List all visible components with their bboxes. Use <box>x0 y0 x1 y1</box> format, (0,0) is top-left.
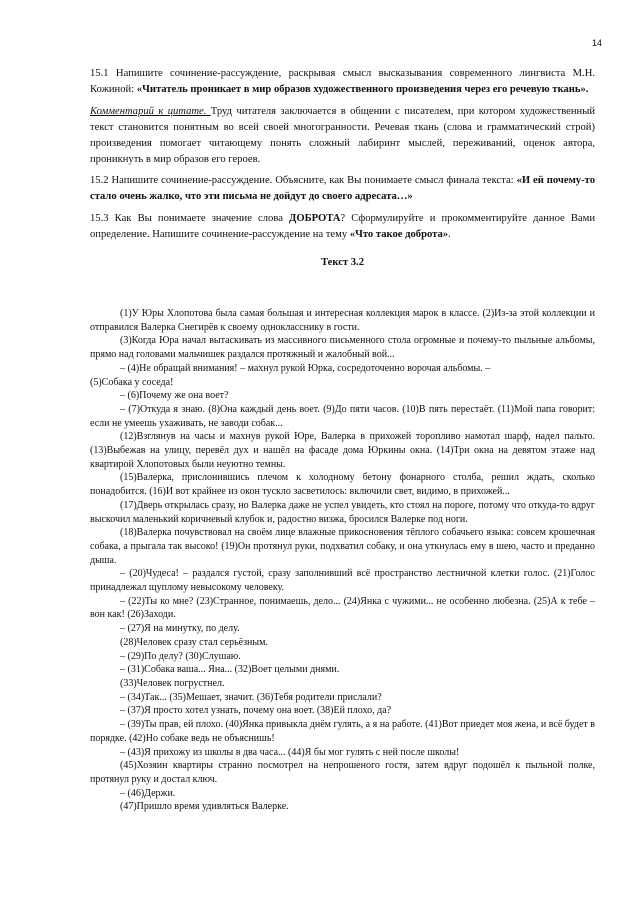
story-paragraph: (17)Дверь открылась сразу, но Валерка даже не успел увидеть, кто стоял на пороге, потому что откуда-то вдруг выскочил маленький коричневый клубок и, радостно визжа, бросился Валерке под ноги. <box>90 499 595 525</box>
story-paragraph: (12)Взглянув на часы и махнув рукой Юре, Валерка в прихожей торопливо намотал шарф, надел пальто. (13)Выбежав на улицу, перевёл дух и нашёл на фасаде дома Юркины окна. (14)Три окна на девятом этаже над квартирой Хлопотовых были неуютно темны. <box>90 431 595 470</box>
story-paragraph: (33)Человек погрустнел. <box>120 677 225 689</box>
story-paragraph: – (46)Держи. <box>120 787 176 799</box>
task-15-1-quote: «Читатель проникает в мир образов художественного произведения через его речевую ткань». <box>136 84 589 95</box>
story-paragraph: – (22)Ты ко мне? (23)Странное, понимаешь, дело... (24)Янка с чужими... не особенно любезна. (25)А к тебе – вон как! (26)Заходи. <box>90 595 595 621</box>
comment-text: Труд читателя заключается в общении с писателем, при котором художественный текст становится понятным во всей своей многогранности. Речевая ткань (слова и грамматический строй) произведения помогает читающему понять сложный лабиринт мыслей, переживаний, оценок автора, проникнуть в мир образов его героев. <box>90 106 596 165</box>
story-paragraph: – (39)Ты прав, ей плохо. (40)Янка привыкла днём гулять, а я на работе. (41)Вот приедет моя жена, и всё будет в порядке. (42)Но собаке ведь не объяснишь! <box>90 719 595 744</box>
quote-comment <box>90 104 595 168</box>
story-paragraph: (3)Когда Юра начал вытаскивать из массивного письменного стола огромные и почему-то пыльные альбомы, прямо над головами мальчишек раздался протяжный и жалобный вой... <box>90 335 595 361</box>
story-paragraph: – (31)Собака ваша... Яна... (32)Воет целыми днями. <box>120 664 340 676</box>
task-15-2-intro: 15.2 Напишите сочинение-рассуждение. Объясните, как Вы понимаете смысл финала текста: <box>90 175 517 186</box>
story-paragraph: – (4)Не обращай внимания! – махнул рукой Юрка, сосредоточенно ворочая альбомы. – <box>120 362 491 374</box>
task-15-3-part-b: ? Сформулируйте и прокомментируйте данное Вами определение. Напишите сочинение-рассуждение на тему <box>90 213 595 240</box>
story-paragraph: (47)Пришло время удивляться Валерке. <box>120 801 289 813</box>
story-paragraph: (45)Хозяин квартиры странно посмотрел на непрошеного гостя, затем вдруг подошёл к пыльной полке, протянул руку и достал ключ. <box>90 760 595 785</box>
task-15-1-intro: 15.1 Напишите сочинение-рассуждение, раскрывая смысл высказывания современного лингвиста М.Н. Кожиной: <box>90 68 595 95</box>
task-15-3 <box>90 211 595 243</box>
story-text <box>90 307 595 814</box>
story-paragraph: (18)Валерка почувствовал на своём лице влажные прикосновения тёплого собачьего языка: совсем крошечная собака, а прыгала так высоко! (19)Он протянул руки, подхватил собаку, и она уткнулась ему в шею, часто и преданно дыша. <box>90 527 595 566</box>
story-paragraph: – (20)Чудеса! – раздался густой, сразу заполнивший всё пространство лестничной клетки голос. (21)Голос принадлежал щуплому невысокому человеку. <box>90 568 595 594</box>
story-paragraph: (28)Человек сразу стал серьёзным. <box>120 636 268 648</box>
story-paragraph: – (37)Я просто хотел узнать, почему она воет. (38)Ей плохо, да? <box>120 705 392 717</box>
story-paragraph: (5)Собака у соседа! <box>90 376 174 388</box>
comment-label: Комментарий к цитате. <box>90 106 211 117</box>
task-15-1 <box>90 66 595 98</box>
story-paragraph: – (6)Почему же она воет? <box>120 390 229 402</box>
task-15-3-part-a: 15.3 Как Вы понимаете значение слова <box>90 213 290 224</box>
story-paragraph: (15)Валерка, прислонившись плечом к холодному бетону фонарного столба, решил ждать, сколько понадобится. (16)И вот крайнее из окон тускло засветилось: включили свет, видимо, в прихожей... <box>90 472 595 498</box>
task-15-2-quote: «И ей почему-то стало очень жалко, что эти письма не дойдут до своего адресата…» <box>90 175 595 202</box>
tasks-section <box>90 66 595 281</box>
story-paragraph: (1)У Юры Хлопотова была самая большая и интересная коллекция марок в классе. (2)Из-за этой коллекции и отправился Валерка Снегирёв к своему однокласснику в гости. <box>90 308 595 333</box>
task-15-3-end: . <box>448 229 451 240</box>
task-15-2 <box>90 173 595 205</box>
story-paragraph: – (7)Откуда я знаю. (8)Она каждый день воет. (9)До пяти часов. (10)В пять перестаёт. (11)Мой папа говорит: если не умеешь ухаживать, не заводи собак... <box>90 403 595 429</box>
text-title: Текст 3.2 <box>320 257 364 268</box>
task-15-3-word: ДОБРОТА <box>289 213 341 224</box>
page-number: 14 <box>591 38 602 48</box>
story-paragraph: – (34)Так... (35)Мешает, значит. (36)Тебя родители прислали? <box>120 691 382 703</box>
story-paragraph: – (27)Я на минутку, по делу. <box>120 623 240 635</box>
story-paragraph: – (43)Я прихожу из школы в два часа... (44)Я бы мог гулять с ней после школы! <box>120 746 460 758</box>
story-paragraph: – (29)По делу? (30)Слушаю. <box>120 650 241 662</box>
task-15-3-topic: «Что такое доброта» <box>349 229 449 240</box>
